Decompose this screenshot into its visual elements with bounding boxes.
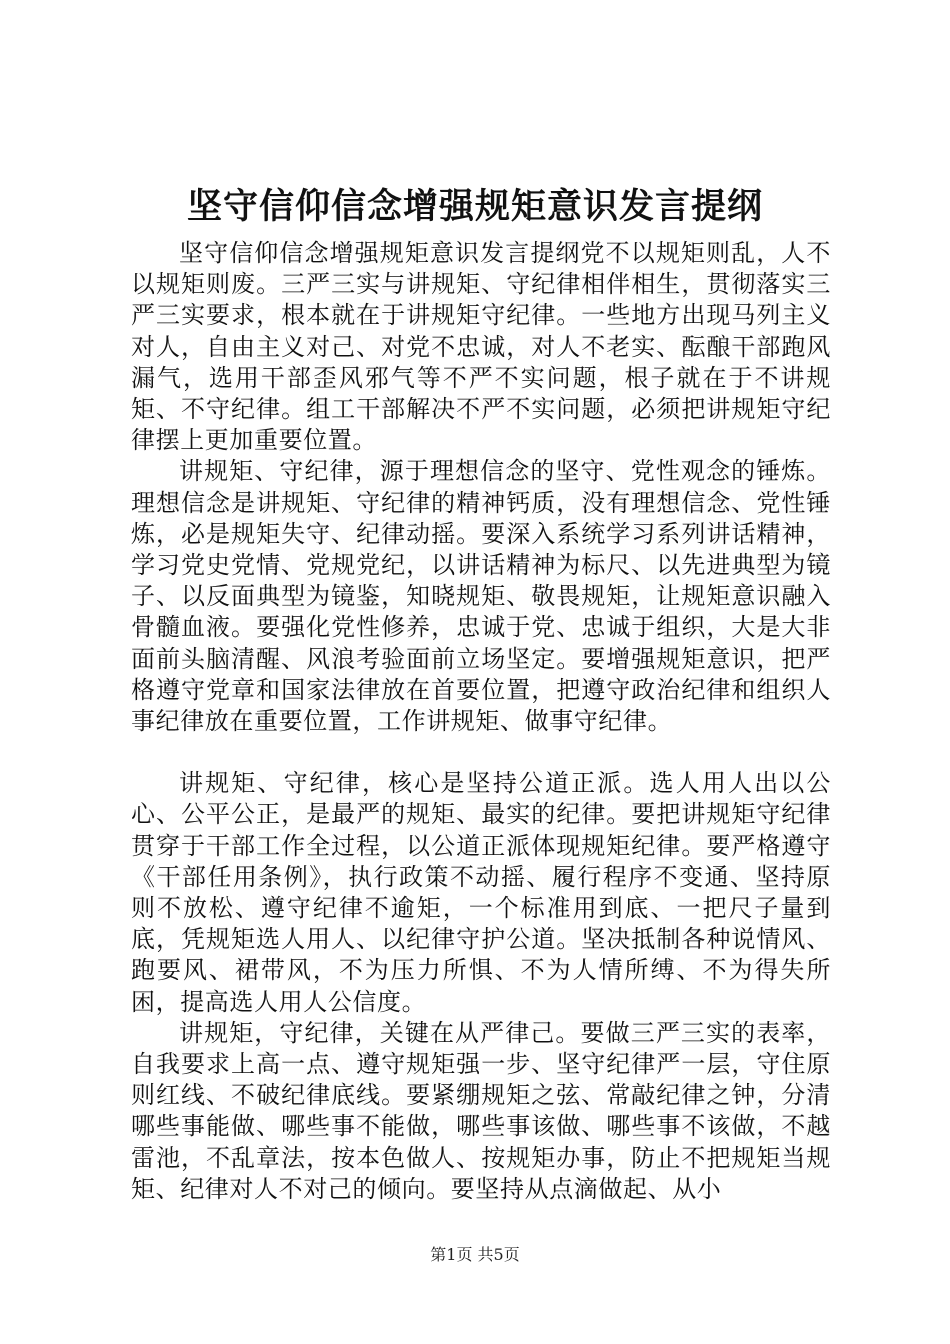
paragraph-2: 讲规矩、守纪律，源于理想信念的坚守、党性观念的锤炼。理想信念是讲规矩、守纪律的精神钙质，没有理想信念、党性锤炼，必是规矩失守、纪律动摇。要深入系统学习系列讲话精神，学习党史党情、党规党纪，以讲话精神为标尺、以先进典型为镜子、以反面典型为镜鉴，知晓规矩、敬畏规矩，让规矩意识融入骨髓血液。要强化党性修养，忠诚于党、忠诚于组织，大是大非面前头脑清醒、风浪考验面前立场坚定。要增强规矩意识，把严格遵守党章和国家法律放在首要位置，把遵守政治纪律和组织人事纪律放在重要位置，工作讲规矩、做事守纪律。 xyxy=(131,457,831,736)
paragraph-4: 讲规矩，守纪律，关键在从严律己。要做三严三实的表率，自我要求上高一点、遵守规矩强一步、坚守纪律严一层，守住原则红线、不破纪律底线。要紧绷规矩之弦、常敲纪律之钟，分清哪些事能做、哪些事不能做，哪些事该做、哪些事不该做，不越雷池，不乱章法，按本色做人、按规矩办事，防止不把规矩当规矩、纪律对人不对己的倾向。要坚持从点滴做起、从小 xyxy=(131,1018,831,1203)
document-title: 坚守信仰信念增强规矩意识发言提纲 xyxy=(186,187,763,227)
page-number-footer: 第1页 共5页 xyxy=(430,1245,520,1264)
document-body xyxy=(131,238,831,1205)
paragraph-spacer xyxy=(131,737,831,768)
paragraph-3: 讲规矩、守纪律，核心是坚持公道正派。选人用人出以公心、公平公正，是最严的规矩、最实的纪律。要把讲规矩守纪律贯穿于干部工作全过程，以公道正派体现规矩纪律。要严格遵守《干部任用条例》，执行政策不动摇、履行程序不变通、坚持原则不放松、遵守纪律不逾矩，一个标准用到底、一把尺子量到底，凭规矩选人用人、以纪律守护公道。坚决抵制各种说情风、跑要风、裙带风，不为压力所惧、不为人情所缚、不为得失所困，提高选人用人公信度。 xyxy=(131,769,831,1016)
paragraph-1: 坚守信仰信念增强规矩意识发言提纲党不以规矩则乱，人不以规矩则废。三严三实与讲规矩、守纪律相伴相生，贯彻落实三严三实要求，根本就在于讲规矩守纪律。一些地方出现马列主义对人，自由主义对己、对党不忠诚，对人不老实、酝酿干部跑风漏气，选用干部歪风邪气等不严不实问题，根子就在于不讲规矩、不守纪律。组工干部解决不严不实问题，必须把讲规矩守纪律摆上更加重要位置。 xyxy=(131,239,831,455)
